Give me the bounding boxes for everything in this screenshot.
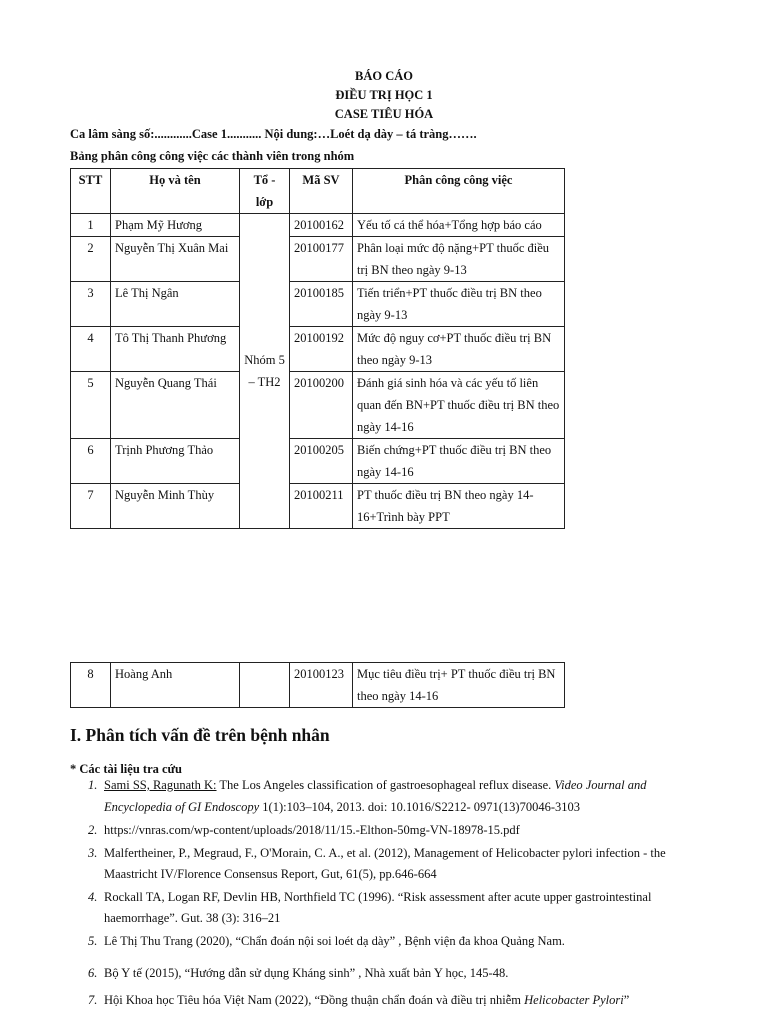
- row-task: Mức độ nguy cơ+PT thuốc điều trị BN theo ngày 9-13: [353, 327, 565, 372]
- reference-title: The Los Angeles classification of gastroesophageal reflux disease.: [216, 778, 555, 792]
- header-stt: STT: [71, 169, 111, 214]
- reference-item: [88, 931, 700, 953]
- group-cell-empty: [240, 663, 290, 708]
- section-heading: I. Phân tích vấn đề trên bệnh nhân: [70, 725, 330, 745]
- row-student-id: 20100177: [290, 237, 353, 282]
- reference-number: 7.: [88, 992, 98, 1007]
- reference-url[interactable]: https://vnras.com/wp-content/uploads/2018/11/15.-Elthon-50mg-VN-18978-15.pdf: [104, 823, 520, 837]
- report-case-title: CASE TIÊU HÓA: [334, 107, 434, 121]
- row-task: Yếu tố cá thể hóa+Tổng hợp báo cáo: [353, 214, 565, 237]
- row-stt: 7: [71, 484, 111, 529]
- reference-item: [88, 843, 700, 886]
- reference-text: Hội Khoa học Tiêu hóa Việt Nam (2022), “Đồng thuận chẩn đoán và điều trị nhiễm: [104, 992, 525, 1007]
- header-student-id: Mã SV: [290, 169, 353, 214]
- reference-number: 4.: [88, 889, 98, 904]
- table-header-row: [71, 169, 565, 214]
- row-name: Trịnh Phương Thảo: [111, 439, 240, 484]
- reference-tail: ”: [623, 992, 630, 1007]
- reference-number: 3.: [88, 845, 98, 860]
- reference-number: 5.: [88, 933, 98, 948]
- row-stt: 4: [71, 327, 111, 372]
- assignment-table: [70, 168, 565, 529]
- row-student-id: 20100123: [290, 663, 353, 708]
- row-task: Biến chứng+PT thuốc điều trị BN theo ngày 14-16: [353, 439, 565, 484]
- row-task: Đánh giá sinh hóa và các yếu tố liên quan đến BN+PT thuốc điều trị BN theo ngày 14-16: [353, 372, 565, 439]
- row-stt: 3: [71, 282, 111, 327]
- row-student-id: 20100185: [290, 282, 353, 327]
- assignment-table-continued: [70, 662, 565, 708]
- table-row: [71, 484, 565, 529]
- row-name: Nguyễn Minh Thùy: [111, 484, 240, 529]
- reference-text: Rockall TA, Logan RF, Devlin HB, Northfield TC (1996). “Risk assessment after acute upper gastrointestinal haemorrhage”. Gut. 38 (3): 316–21: [104, 889, 652, 925]
- reference-authors: Sami SS, Ragunath K:: [104, 778, 217, 792]
- row-student-id: 20100211: [290, 484, 353, 529]
- group-cell: Nhóm 5 – TH2: [240, 214, 290, 529]
- table-row: [71, 282, 565, 327]
- row-task: Mục tiêu điều trị+ PT thuốc điều trị BN theo ngày 14-16: [353, 663, 565, 708]
- reference-list: [88, 775, 700, 1011]
- header-name: Họ và tên: [111, 169, 240, 214]
- table-row: [71, 237, 565, 282]
- row-stt: 5: [71, 372, 111, 439]
- row-student-id: 20100162: [290, 214, 353, 237]
- reference-item: [88, 887, 700, 930]
- case-line: Ca lâm sàng số:............Case 1........... Nội dung:…Loét dạ dày – tá tràng…….: [70, 127, 477, 141]
- table-caption: Bảng phân công công việc các thành viên trong nhóm: [70, 149, 355, 163]
- row-name: Phạm Mỹ Hương: [111, 214, 240, 237]
- reference-italic: Helicobacter Pylori: [524, 992, 624, 1007]
- reference-item: [88, 820, 700, 842]
- row-stt: 2: [71, 237, 111, 282]
- row-student-id: 20100200: [290, 372, 353, 439]
- row-name: Hoàng Anh: [111, 663, 240, 708]
- table-row: [71, 372, 565, 439]
- table-row: [71, 663, 565, 708]
- report-subtitle: ĐIỀU TRỊ HỌC 1: [335, 88, 433, 102]
- table-row: [71, 327, 565, 372]
- row-stt: 6: [71, 439, 111, 484]
- row-student-id: 20100192: [290, 327, 353, 372]
- references-heading: * Các tài liệu tra cứu: [70, 762, 182, 776]
- reference-journal: Video Journal and Encyclopedia of GI Endoscopy: [104, 778, 647, 814]
- reference-text: Lê Thị Thu Trang (2020), “Chẩn đoán nội soi loét dạ dày” , Bệnh viện đa khoa Quảng Nam.: [104, 933, 565, 948]
- table-row: [71, 214, 565, 237]
- row-student-id: 20100205: [290, 439, 353, 484]
- row-name: Tô Thị Thanh Phương: [111, 327, 240, 372]
- reference-item: [88, 990, 700, 1012]
- reference-text: Bộ Y tế (2015), “Hướng dẫn sử dụng Kháng sinh” , Nhà xuất bản Y học, 145-48.: [104, 966, 509, 980]
- row-stt: 1: [71, 214, 111, 237]
- reference-item: [88, 963, 700, 985]
- reference-number: 1.: [88, 778, 98, 792]
- row-stt: 8: [71, 663, 111, 708]
- row-name: Nguyễn Quang Thái: [111, 372, 240, 439]
- reference-details: 1(1):103–104, 2013. doi: 10.1016/S2212- 0971(13)70046-3103: [259, 799, 580, 814]
- header-task: Phân công công việc: [353, 169, 565, 214]
- row-name: Nguyễn Thị Xuân Mai: [111, 237, 240, 282]
- table-row: [71, 439, 565, 484]
- report-title: BÁO CÁO: [355, 69, 413, 83]
- row-task: Tiến triển+PT thuốc điều trị BN theo ngày 9-13: [353, 282, 565, 327]
- row-task: Phân loại mức độ nặng+PT thuốc điều trị BN theo ngày 9-13: [353, 237, 565, 282]
- reference-number: 2.: [88, 823, 98, 837]
- reference-text: Malfertheiner, P., Megraud, F., O'Morain, C. A., et al. (2012), Management of Helicobacter pylori infection - the Maastricht IV/Florence Consensus Report, Gut, 61(5), pp.646-664: [104, 845, 666, 881]
- row-name: Lê Thị Ngân: [111, 282, 240, 327]
- reference-item: [88, 775, 700, 818]
- header-group: Tổ - lớp: [240, 169, 290, 214]
- reference-number: 6.: [88, 966, 98, 980]
- row-task: PT thuốc điều trị BN theo ngày 14-16+Trình bày PPT: [353, 484, 565, 529]
